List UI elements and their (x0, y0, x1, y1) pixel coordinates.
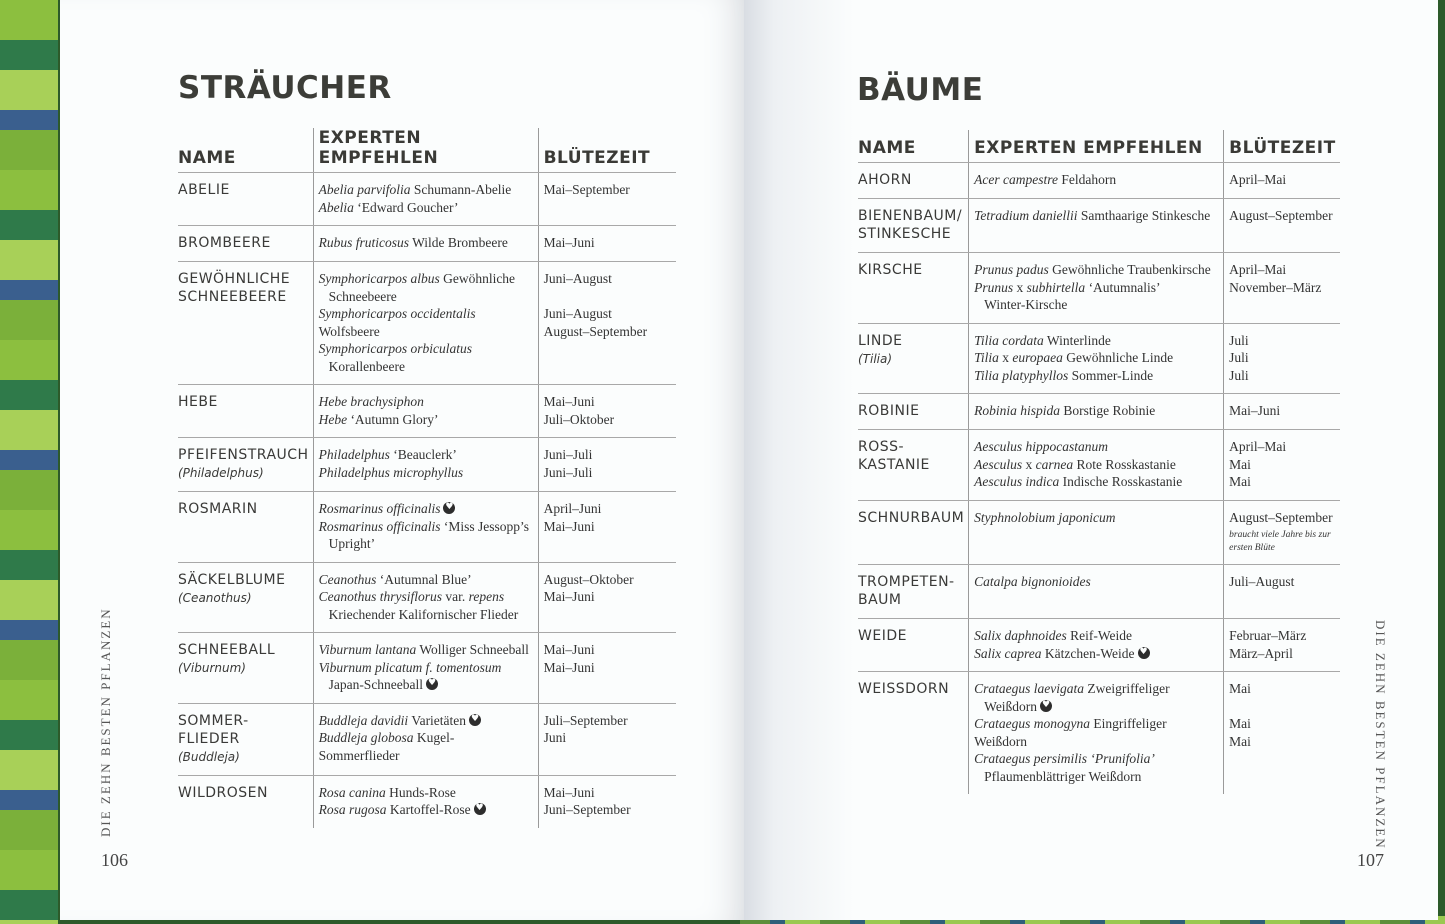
table-row (178, 562, 676, 633)
scientific-name-part: carnea (1035, 456, 1074, 472)
section-title-straeucher: STRÄUCHER (178, 70, 392, 106)
plant-name-cell (178, 703, 313, 775)
common-name: x (1013, 279, 1027, 295)
plant-name-line: BIENENBAUM/ (858, 208, 963, 224)
bloom-time-cell (1224, 394, 1340, 430)
bloom-period (544, 288, 672, 306)
scientific-name: Viburnum plicatum f. tomentosum (318, 659, 502, 675)
recommendation-item (974, 279, 1219, 314)
plant-name-line: BAUM (858, 592, 902, 608)
bloom-period: Mai–Juni (543, 659, 595, 675)
plant-name-cell (858, 565, 969, 619)
recommendation-item (319, 199, 534, 217)
recommendation-item (319, 712, 534, 730)
table-row (178, 633, 676, 704)
common-name-continued: Korallenbeere (328, 358, 406, 374)
common-name: Wolliger Schneeball (416, 642, 529, 657)
bloom-note: braucht viele Jahre bis zur ersten Blüte (1229, 530, 1331, 553)
plant-name-line: ROBINIE (858, 403, 920, 419)
recommendation-item (974, 207, 1219, 225)
table-row (178, 173, 676, 226)
plant-name-cell (858, 672, 969, 795)
bloom-time-cell (1224, 500, 1340, 565)
bloom-period: Juni–August (543, 306, 612, 321)
common-name: ‘Autumnal Blue’ (376, 571, 472, 587)
bloom-period: November–März (1229, 279, 1322, 295)
table-row (178, 226, 676, 262)
scientific-name: Prunus (974, 279, 1014, 295)
bloom-period: April–Juni (543, 501, 602, 516)
plant-name-cell (178, 562, 313, 633)
plant-name-cell (858, 619, 969, 672)
bloom-period: Mai (1229, 474, 1251, 489)
recommendation-item (319, 446, 534, 464)
common-name: Indische Rosskastanie (1059, 474, 1183, 489)
scientific-name: Viburnum lantana (318, 642, 417, 657)
common-name: Eingriffeliger Weißdorn (974, 716, 1167, 749)
recommendations-cell (969, 253, 1224, 324)
scientific-name: Symphoricarpos orbiculatus (318, 341, 472, 356)
recommendations-cell (969, 672, 1224, 795)
recommendations-cell (313, 438, 538, 492)
recommendations-cell (969, 394, 1224, 430)
recommendation-item (974, 509, 1219, 527)
table-row (178, 492, 676, 563)
favorite-heart-icon (443, 502, 455, 514)
shrubs-table (178, 128, 676, 828)
recommendations-cell (313, 492, 538, 563)
table-row (858, 565, 1340, 619)
bloom-period: August–September (1229, 208, 1333, 223)
bloom-time-cell (1224, 672, 1340, 795)
bloom-period: April–Mai (1229, 172, 1287, 187)
running-header-left: DIE ZEHN BESTEN PFLANZEN (98, 607, 113, 837)
bloom-time-cell (538, 438, 676, 492)
scientific-name: Crataegus persimilis ‘Prunifolia’ (974, 751, 1155, 766)
plant-genus-label: (Tilia) (858, 351, 893, 366)
plant-genus-label: (Buddleja) (178, 749, 240, 764)
scientific-name: Crataegus monogyna (974, 716, 1091, 731)
scientific-name: Catalpa bignonioides (974, 574, 1091, 589)
common-name: Gewöhnliche (439, 271, 516, 286)
common-name: ‘Autumn Glory’ (347, 411, 439, 427)
bloom-time-cell (538, 562, 676, 633)
plant-name-cell (178, 262, 313, 385)
recommendation-item (319, 801, 534, 819)
section-title-baeume: BÄUME (857, 72, 984, 108)
bloom-time-cell (1224, 565, 1340, 619)
common-name-part: Rote Rosskastanie (1073, 456, 1176, 472)
scientific-name: Buddleja davidii (318, 712, 409, 728)
common-name: Reif-Weide (1066, 628, 1133, 643)
scientific-name: Philadelphus (318, 447, 390, 462)
bloom-period: Mai (1229, 716, 1251, 731)
recommendation-item (319, 588, 534, 623)
table-header-row (178, 128, 676, 173)
bloom-period: Mai (1229, 681, 1251, 696)
bloom-period: April–Mai (1229, 439, 1287, 454)
plant-name-line: BROMBEERE (178, 235, 271, 251)
scientific-name: Crataegus laevigata (974, 681, 1085, 696)
plant-name-line: TROMPETEN- (858, 574, 955, 590)
plant-name-line: KIRSCHE (858, 262, 923, 278)
scientific-name: Rubus fruticosus (318, 235, 409, 250)
recommendation-item (319, 393, 534, 411)
common-name: Feldahorn (1058, 172, 1117, 187)
bloom-period: Juli–Oktober (543, 411, 615, 427)
common-name: Varietäten (408, 712, 467, 728)
common-name: x (1022, 456, 1036, 472)
recommendations-cell (969, 619, 1224, 672)
favorite-heart-icon (469, 714, 481, 726)
plant-name-line: FLIEDER (178, 730, 240, 747)
page-number-right: 107 (1357, 850, 1384, 870)
page-number-left: 106 (101, 850, 128, 870)
table-row (858, 323, 1340, 394)
bloom-period: Mai–Juni (543, 642, 595, 657)
bloom-period: Juni–September (543, 802, 631, 817)
bloom-period: Mai–Juni (543, 589, 595, 604)
bloom-time-cell (1224, 430, 1340, 501)
bloom-time-cell (538, 262, 676, 385)
bloom-time-cell (538, 226, 676, 262)
recommendation-item (319, 500, 534, 518)
recommendations-cell (313, 226, 538, 262)
plant-name-line: STINKESCHE (858, 226, 952, 242)
table-header-row (858, 130, 1340, 163)
common-name: ‘Miss Jessopp’s (440, 518, 529, 534)
common-name: Kätzchen-Weide (1041, 645, 1135, 661)
scientific-name: Buddleja globosa (318, 730, 414, 745)
common-name: Winterlinde (1043, 332, 1111, 348)
common-name-part: ‘Autumnalis’ (1085, 279, 1161, 295)
plant-name-cell (858, 163, 969, 199)
bloom-time-cell (1224, 323, 1340, 394)
plant-name-line: GEWÖHNLICHE SCHNEEBEERE (178, 271, 291, 305)
common-name: Wilde Brombeere (408, 235, 508, 250)
plant-name-line: AHORN (858, 172, 912, 188)
scientific-name: Philadelphus microphyllus (318, 464, 464, 480)
favorite-heart-icon (474, 803, 486, 815)
scientific-name: Salix caprea (974, 645, 1042, 661)
bloom-period: Juli (1229, 350, 1249, 365)
plant-name-line: ROSS- (858, 439, 905, 455)
recommendation-item (974, 332, 1219, 350)
scientific-name: Salix daphnoides (974, 628, 1067, 643)
scientific-name: Hebe (318, 411, 348, 427)
common-name-continued: Schneebeere (328, 288, 397, 304)
plant-name-cell (178, 438, 313, 492)
plant-name-line: SOMMER- (178, 712, 249, 729)
scientific-name: Abelia parvifolia (318, 182, 411, 197)
recommendation-item (974, 402, 1219, 420)
scientific-name: Ceanothus (318, 571, 377, 587)
bloom-period: Mai (1229, 733, 1251, 749)
plant-name-cell (178, 173, 313, 226)
column-header-bloom-time: BLÜTEZEIT (1224, 130, 1340, 163)
recommendation-item (319, 270, 534, 305)
scientific-name: Symphoricarpos occidentalis (318, 306, 476, 321)
common-name: Sommer-Linde (1068, 367, 1154, 383)
bloom-period: Mai (1229, 456, 1251, 472)
scientific-name: Styphnolobium japonicum (974, 509, 1116, 525)
common-name: Samthaarige Stinkesche (1077, 208, 1211, 223)
common-name: x (998, 350, 1013, 365)
scientific-name: Hebe brachysiphon (318, 394, 424, 409)
table-row (858, 394, 1340, 430)
bloom-time-cell (1224, 163, 1340, 199)
plant-name-cell (858, 323, 969, 394)
recommendation-item (319, 340, 534, 375)
plant-name-line: WEIDE (858, 628, 907, 644)
common-name: Schumann-Abelie (410, 182, 512, 197)
table-row (178, 438, 676, 492)
plant-name-cell (858, 430, 969, 501)
plant-name-cell (178, 775, 313, 828)
recommendations-cell (969, 565, 1224, 619)
plant-name-line: KASTANIE (858, 457, 930, 473)
scientific-name-part: subhirtella (1026, 279, 1086, 295)
plant-name-cell (178, 385, 313, 438)
plant-name-cell (858, 500, 969, 565)
plant-name-line: SÄCKELBLUME (178, 571, 286, 588)
bloom-period: April–Mai (1229, 262, 1287, 277)
plant-name-cell (858, 199, 969, 253)
bloom-time-cell (538, 385, 676, 438)
common-name-part: Gewöhnliche Linde (1062, 350, 1174, 365)
recommendation-item (974, 367, 1219, 385)
bloom-period: Juni–Juli (543, 464, 593, 480)
recommendations-cell (969, 163, 1224, 199)
recommendations-cell (969, 430, 1224, 501)
scientific-name: Tilia platyphyllos (974, 367, 1069, 383)
bloom-period: August–Oktober (543, 571, 634, 587)
column-header-bloom-time: BLÜTEZEIT (538, 128, 676, 173)
plant-name-line: PFEIFENSTRAUCH (178, 447, 309, 463)
recommendations-cell (313, 562, 538, 633)
recommendations-cell (313, 703, 538, 775)
recommendation-item (974, 573, 1219, 591)
table-row (858, 500, 1340, 565)
bloom-time-cell (1224, 199, 1340, 253)
scientific-name: Tilia cordata (974, 332, 1044, 348)
scientific-name: Aesculus hippocastanum (974, 439, 1109, 454)
table-row (178, 703, 676, 775)
bloom-period: Juli–August (1229, 574, 1295, 589)
plant-name-line: SCHNEEBALL (178, 642, 276, 658)
recommendation-item (319, 571, 534, 589)
plant-name-line: SCHNURBAUM (858, 509, 965, 526)
bloom-time-cell (538, 703, 676, 775)
plant-genus-label: (Ceanothus) (178, 590, 252, 605)
scientific-name: Rosmarinus officinalis (318, 501, 441, 516)
recommendation-item (319, 305, 534, 340)
recommendations-cell (313, 173, 538, 226)
scientific-name: Tilia (974, 350, 999, 365)
bloom-time-cell (1224, 619, 1340, 672)
column-header-name: NAME (858, 130, 969, 163)
table-row (178, 385, 676, 438)
recommendation-item (319, 518, 534, 553)
bloom-period: Mai–Juni (543, 235, 595, 250)
column-header-name: NAME (178, 128, 313, 173)
scientific-name: Acer campestre (974, 172, 1058, 187)
common-name: var. (441, 589, 469, 604)
bloom-period: Juli–September (543, 712, 628, 728)
table-row (178, 262, 676, 385)
book-edge-left (0, 0, 58, 924)
common-name: ‘Beauclerk’ (389, 447, 457, 462)
scientific-name-part: europaea (1012, 350, 1063, 365)
recommendation-item (319, 641, 534, 659)
recommendation-item (974, 171, 1219, 189)
common-name-continued: Kriechender Kalifornischer Flieder (328, 606, 519, 622)
bloom-time-cell (538, 173, 676, 226)
table-row (178, 775, 676, 828)
scientific-name-part: repens (468, 589, 505, 604)
bloom-period: Mai–Juni (543, 518, 595, 534)
scientific-name: Symphoricarpos albus (318, 271, 440, 286)
scientific-name: Prunus padus (974, 262, 1049, 277)
scientific-name: Rosa rugosa (318, 802, 387, 817)
table-row (858, 253, 1340, 324)
recommendation-item (974, 473, 1219, 491)
table-row (858, 672, 1340, 795)
scientific-name: Rosmarinus officinalis (318, 518, 441, 534)
bloom-period: Februar–März (1229, 628, 1307, 643)
bloom-time-cell (538, 775, 676, 828)
bloom-period: Mai–Juni (543, 394, 595, 409)
recommendation-item (319, 234, 534, 252)
plant-name-cell (178, 226, 313, 262)
recommendation-item (319, 784, 534, 802)
common-name-continued: Upright’ (328, 536, 376, 551)
recommendation-item (974, 456, 1219, 474)
bloom-time-cell (538, 633, 676, 704)
recommendation-item (974, 645, 1219, 663)
plant-name-line: WILDROSEN (178, 784, 269, 801)
plant-name-cell (858, 394, 969, 430)
table-row (858, 430, 1340, 501)
plant-genus-label: (Philadelphus) (178, 466, 264, 480)
recommendations-cell (969, 500, 1224, 565)
plant-name-cell (178, 492, 313, 563)
trees-table (858, 130, 1340, 794)
common-name: Borstige Robinie (1060, 403, 1156, 418)
table-row (858, 199, 1340, 253)
bloom-period: Juni–Juli (543, 447, 593, 462)
scientific-name: Aesculus (974, 456, 1023, 472)
common-name-continued: Weißdorn♥ (974, 698, 1219, 716)
common-name: Kartoffel-Rose (386, 802, 471, 817)
recommendation-item (319, 729, 534, 764)
recommendations-cell (313, 385, 538, 438)
bloom-period: August–September (543, 323, 648, 339)
common-name-continued: Japan-Schneeball♥ (319, 676, 534, 694)
recommendation-item (974, 261, 1219, 279)
common-name-continued: Winter-Kirsche (984, 297, 1068, 312)
column-header-recommendations: EXPERTEN EMPFEHLEN (969, 130, 1224, 163)
recommendation-item (319, 659, 534, 694)
bloom-period (1229, 698, 1336, 716)
bloom-period: August–September (1229, 509, 1333, 525)
scientific-name: Aesculus indica (974, 474, 1060, 489)
table-row (858, 619, 1340, 672)
plant-name-line: WEISSDORN (858, 681, 950, 697)
plant-genus-label: (Viburnum) (178, 661, 246, 675)
favorite-heart-icon (1138, 647, 1150, 659)
favorite-heart-icon (426, 678, 438, 690)
running-header-right: DIE ZEHN BESTEN PFLANZEN (1373, 620, 1388, 850)
recommendation-item (974, 438, 1219, 456)
plant-name-line: ROSMARIN (178, 501, 258, 517)
common-name: Gewöhnliche Traubenkirsche (1048, 262, 1211, 277)
scientific-name: Abelia (318, 199, 354, 215)
recommendation-item (974, 680, 1219, 715)
recommendation-item (974, 750, 1219, 785)
common-name: Zweigriffeliger (1084, 681, 1170, 696)
common-name: ‘Edward Goucher’ (353, 199, 459, 215)
bloom-period: Juli (1229, 332, 1249, 348)
bloom-period: Mai–Juni (1229, 403, 1281, 418)
bloom-time-cell (1224, 253, 1340, 324)
recommendation-item (319, 464, 534, 482)
scientific-name: Rosa canina (318, 784, 386, 800)
plant-name-line: ABELIE (178, 182, 230, 198)
plant-name-line: HEBE (178, 394, 218, 410)
scientific-name: Robinia hispida (974, 403, 1061, 418)
plant-name-cell (858, 253, 969, 324)
bloom-period: Juli (1229, 367, 1249, 383)
recommendations-cell (969, 199, 1224, 253)
column-header-recommendations: EXPERTEN EMPFEHLEN (313, 128, 538, 173)
table-row (858, 163, 1340, 199)
common-name: Hunds-Rose (385, 784, 456, 800)
bloom-period: Mai–Juni (543, 784, 595, 800)
common-name: Kugel-Sommerflieder (318, 730, 455, 763)
recommendations-cell (313, 633, 538, 704)
recommendations-cell (313, 775, 538, 828)
plant-name-line: LINDE (858, 332, 903, 349)
bloom-period: März–April (1229, 645, 1293, 661)
common-name-continued: Pflaumenblättriger Weißdorn (984, 768, 1142, 784)
bloom-period: Juni (543, 730, 567, 745)
scientific-name: Ceanothus thrysiflorus (318, 589, 442, 604)
recommendations-cell (313, 262, 538, 385)
common-name: Wolfsbeere (318, 323, 380, 339)
bloom-period: Mai–September (543, 182, 630, 197)
recommendations-cell (969, 323, 1224, 394)
scientific-name: Tetradium daniellii (974, 208, 1078, 223)
bloom-time-cell (538, 492, 676, 563)
plant-name-cell (178, 633, 313, 704)
recommendation-item (319, 411, 534, 429)
recommendation-item (974, 715, 1219, 750)
recommendation-item (974, 627, 1219, 645)
recommendation-item (319, 181, 534, 199)
favorite-heart-icon (1040, 700, 1052, 712)
recommendation-item (974, 349, 1219, 367)
bloom-period: Juni–August (543, 271, 612, 286)
